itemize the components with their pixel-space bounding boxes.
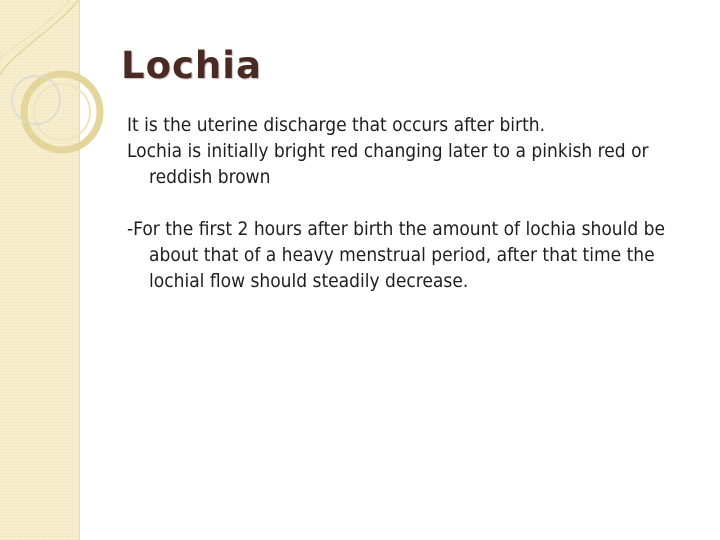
paragraph-color-change: Lochia is initially bright red changing later to a pinkish red or reddish brown: [127, 140, 649, 188]
decorative-rings-graphic: [0, 0, 130, 180]
paragraph-definition: It is the uterine discharge that occurs after birth.: [127, 114, 546, 136]
paragraph-spacer: [127, 190, 687, 216]
slide-title: Lochia: [121, 44, 262, 87]
paragraph-flow-amount: -For the first 2 hours after birth the amount of lochia should be about that of a heavy menstrual period, after that time the lochial flow should steadily decrease.: [127, 218, 666, 292]
slide-body: [127, 112, 687, 294]
